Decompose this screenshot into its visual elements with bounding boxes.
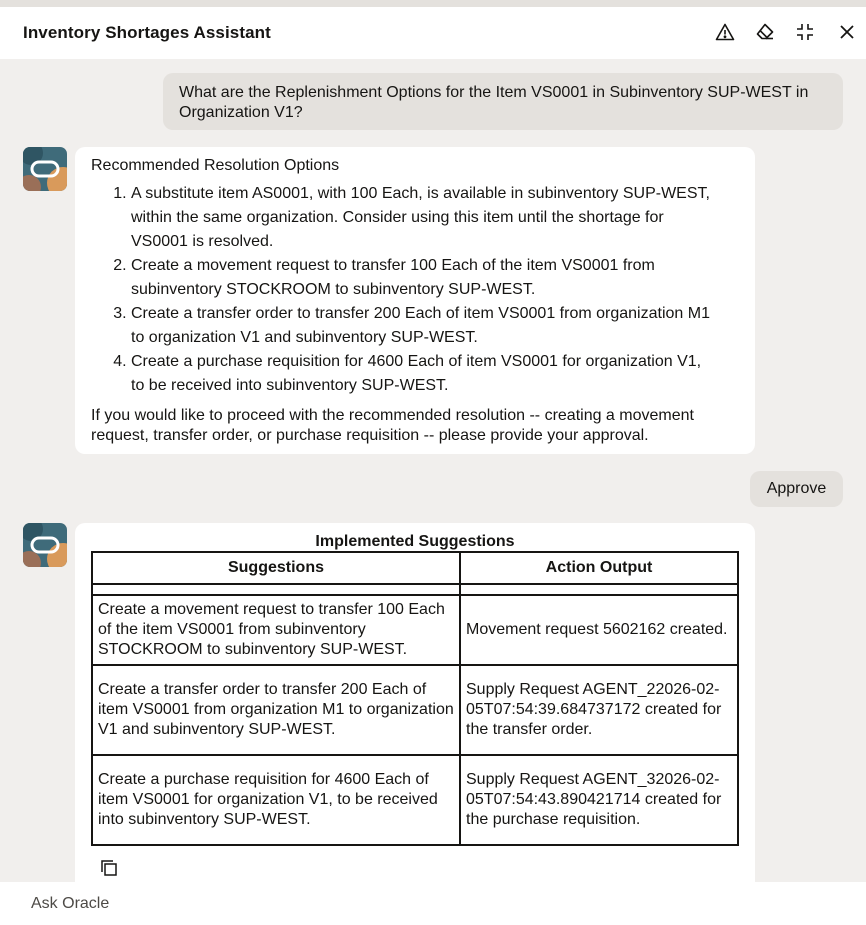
column-header: Action Output <box>460 552 738 584</box>
assistant-title: Inventory Shortages Assistant <box>23 23 271 42</box>
output-cell: Movement request 5602162 created. <box>460 595 738 665</box>
approve-button[interactable]: Approve <box>750 471 843 507</box>
assistant-header <box>0 7 866 59</box>
collapse-icon[interactable] <box>794 21 816 43</box>
eraser-icon[interactable] <box>754 21 776 43</box>
response-heading: Recommended Resolution Options <box>91 157 340 174</box>
response-closing: If you would like to proceed with the recommended resolution -- creating a movement request, transfer order, or purchase requisition -- please provide your approval. <box>91 407 694 444</box>
oracle-avatar-icon <box>23 523 67 567</box>
table-caption: Implemented Suggestions <box>315 533 515 550</box>
output-cell: Supply Request AGENT_32026-02-05T07:54:43.890421714 created for the purchase requisition. <box>460 755 738 845</box>
table-row <box>92 595 738 665</box>
bot-response <box>75 147 755 454</box>
ask-input[interactable] <box>18 890 848 918</box>
table-header-row <box>92 552 738 584</box>
suggestion-cell: Create a transfer order to transfer 200 Each of item VS0001 from organization M1 to organization V1 and subinventory SUP-WEST. <box>92 665 460 755</box>
user-message: What are the Replenishment Options for the Item VS0001 in Subinventory SUP-WEST in Organization V1? <box>163 73 843 130</box>
top-strip <box>0 0 866 7</box>
close-icon[interactable] <box>836 21 858 43</box>
oracle-avatar-icon <box>23 147 67 191</box>
suggestion-cell: Create a movement request to transfer 100 Each of the item VS0001 from subinventory STOCKROOM to subinventory SUP-WEST. <box>92 595 460 665</box>
list-item: 4. Create a purchase requisition for 4600 Each of item VS0001 for organization V1, to be received into subinventory SUP-WEST. <box>131 350 711 398</box>
copy-icon[interactable] <box>99 858 119 878</box>
list-item: 2. Create a movement request to transfer 100 Each of the item VS0001 from subinventory STOCKROOM to subinventory SUP-WEST. <box>131 254 711 302</box>
suggestions-table <box>91 551 739 846</box>
output-cell: Supply Request AGENT_22026-02-05T07:54:39.684737172 created for the transfer order. <box>460 665 738 755</box>
options-list <box>91 182 711 398</box>
table-row <box>92 755 738 845</box>
suggestion-cell: Create a purchase requisition for 4600 Each of item VS0001 for organization V1, to be received into subinventory SUP-WEST. <box>92 755 460 845</box>
column-header: Suggestions <box>92 552 460 584</box>
list-item: 3. Create a transfer order to transfer 200 Each of item VS0001 from organization M1 to organization V1 and subinventory SUP-WEST. <box>131 302 711 350</box>
table-row <box>92 584 738 595</box>
list-item: 1. A substitute item AS0001, with 100 Each, is available in subinventory SUP-WEST, within the same organization. Consider using this item until the shortage for VS0001 is resolved. <box>131 182 711 254</box>
implemented-suggestions-card <box>75 523 755 883</box>
ask-bar <box>0 882 866 925</box>
table-row <box>92 665 738 755</box>
warning-icon[interactable] <box>714 21 736 43</box>
